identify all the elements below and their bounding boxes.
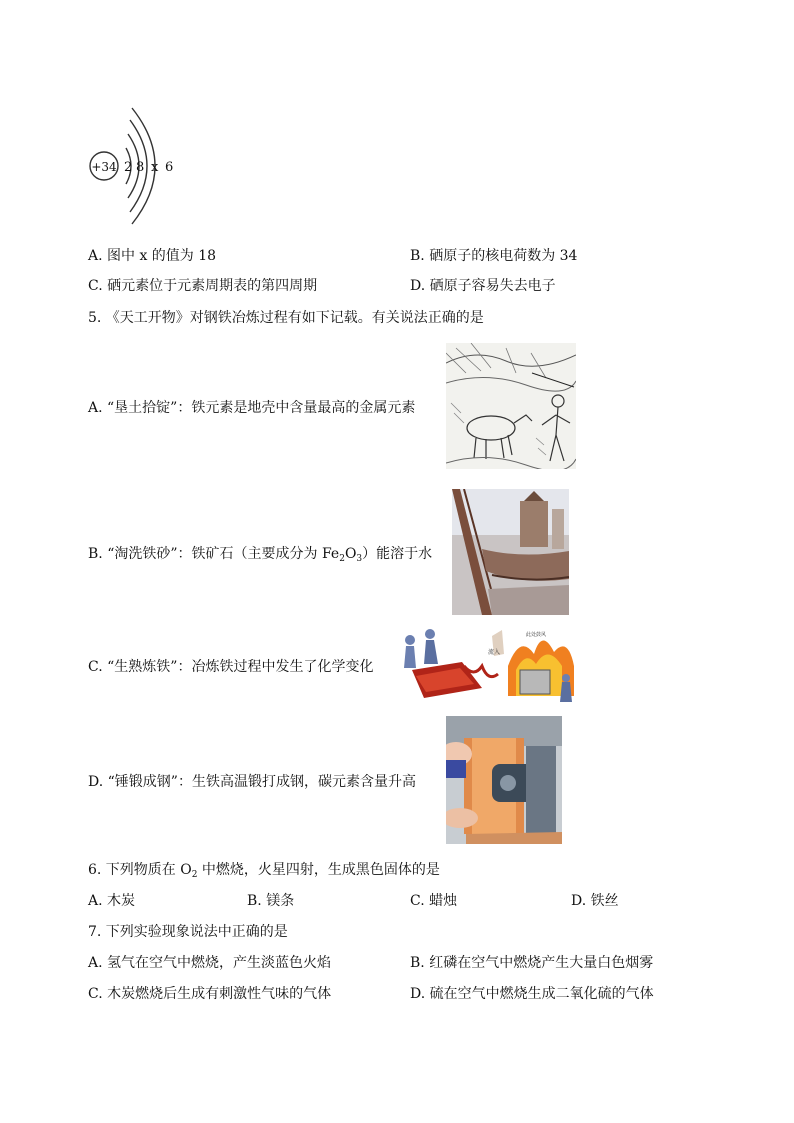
q6-option-a[interactable]: A. 木炭 <box>88 893 136 909</box>
woodcut-picture-a <box>446 343 576 469</box>
q5-stem: 5. 《天工开物》对钢铁冶炼过程有如下记载。有关说法正确的是 <box>88 310 484 326</box>
q5-option-c[interactable]: C. “生熟炼铁”：冶炼铁过程中发生了化学变化 <box>88 659 374 675</box>
q7-option-c[interactable]: C. 木炭燃烧后生成有刺激性气味的气体 <box>88 986 332 1002</box>
shell-3-count: x <box>151 160 159 175</box>
shell-4-count: 6 <box>165 160 174 175</box>
nucleus-label: +34 <box>91 160 117 174</box>
q4-option-c[interactable]: C. 硒元素位于元素周期表的第四周期 <box>88 278 318 294</box>
q4-option-d[interactable]: D. 硒原子容易失去电子 <box>410 278 556 294</box>
q6-option-c[interactable]: C. 蜡烛 <box>410 893 458 909</box>
shell-1-count: 2 <box>124 160 133 175</box>
q7-stem: 7. 下列实验现象说法中正确的是 <box>88 924 288 940</box>
q5-option-d[interactable]: D. “锤锻成钢”：生铁高温锻打成钢，碳元素含量升高 <box>88 774 416 790</box>
q4-option-a[interactable]: A. 图中 x 的值为 18 <box>88 248 217 264</box>
q5-option-a[interactable]: A. “垦土拾锭”：铁元素是地壳中含量最高的金属元素 <box>88 400 416 416</box>
q4-option-b[interactable]: B. 硒原子的核电荷数为 34 <box>410 248 578 264</box>
shell-2-count: 8 <box>136 160 145 175</box>
q7-option-d[interactable]: D. 硫在空气中燃烧生成二氧化硫的气体 <box>410 986 654 1002</box>
q7-option-b[interactable]: B. 红磷在空气中燃烧产生大量白色烟雾 <box>410 955 654 971</box>
label-blast: 此处鼓风 <box>526 632 547 638</box>
selenium-atom-diagram <box>86 104 206 228</box>
q6-stem: 6. 下列物质在 $O_2$ 中燃烧，火星四射，生成黑色固体的是 <box>88 862 440 880</box>
steel-forging-photo <box>446 716 562 844</box>
q6-option-b[interactable]: B. 镁条 <box>247 893 295 909</box>
q6-option-d[interactable]: D. 铁丝 <box>571 893 619 909</box>
iron-sand-washing-photo <box>452 489 569 615</box>
iron-smelting-illustration <box>402 626 577 706</box>
q5-option-b[interactable]: B. “淘洗铁砂”：铁矿石（主要成分为 $Fe_2O_3$）能溶于水 <box>88 546 433 564</box>
q7-option-a[interactable]: A. 氢气在空气中燃烧，产生淡蓝色火焰 <box>88 955 332 971</box>
label-liuru: 流入 <box>488 649 501 656</box>
